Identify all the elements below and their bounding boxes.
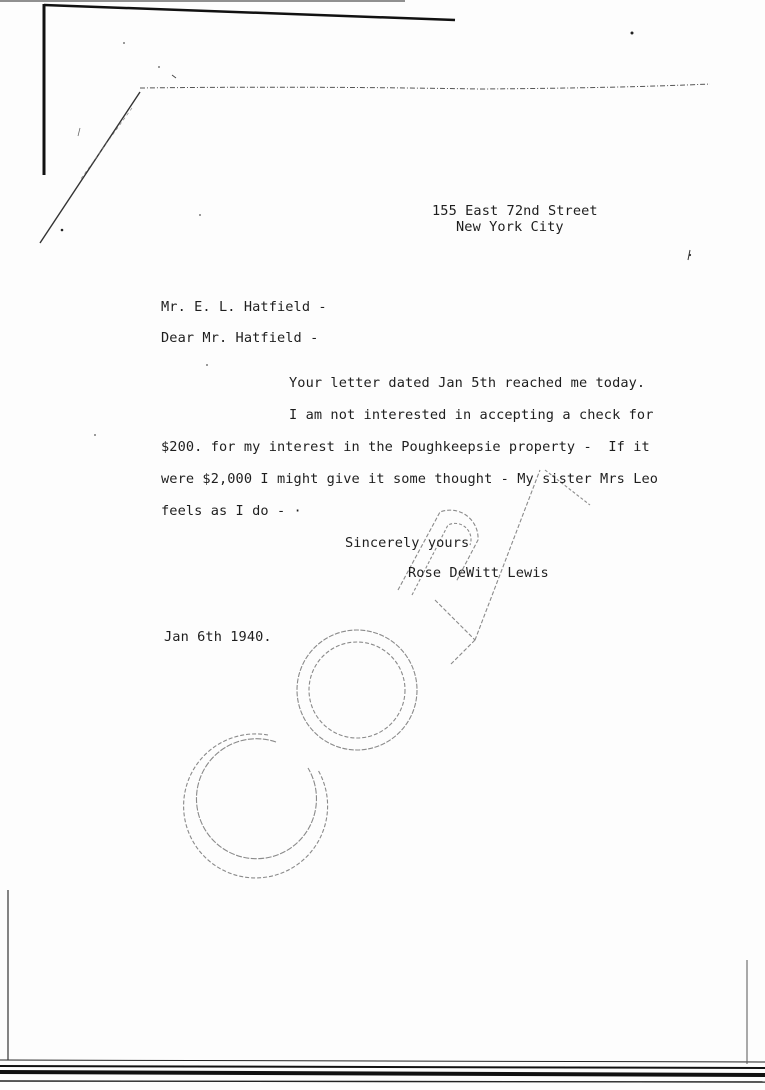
body-line-5: feels as I do - · xyxy=(161,503,302,519)
signature-name: Rose DeWitt Lewis xyxy=(408,565,549,581)
recipient-line: Mr. E. L. Hatfield - xyxy=(161,299,327,315)
body-line-4: were $2,000 I might give it some thought - My sister Mrs Leo xyxy=(161,471,659,487)
closing: Sincerely yours xyxy=(345,535,470,551)
body-line-3: $200. for my interest in the Poughkeepsie property - If it xyxy=(161,439,650,455)
letter-date: Jan 6th 1940. xyxy=(164,629,272,645)
body-line-1: Your letter dated Jan 5th reached me today. xyxy=(289,375,646,391)
address-line-1: 155 East 72nd Street xyxy=(432,203,598,219)
body-line-2: I am not interested in accepting a check for xyxy=(289,407,654,423)
salutation: Dear Mr. Hatfield - xyxy=(161,330,319,346)
address-line-2: New York City xyxy=(456,219,564,235)
copy-stamp xyxy=(184,470,590,878)
